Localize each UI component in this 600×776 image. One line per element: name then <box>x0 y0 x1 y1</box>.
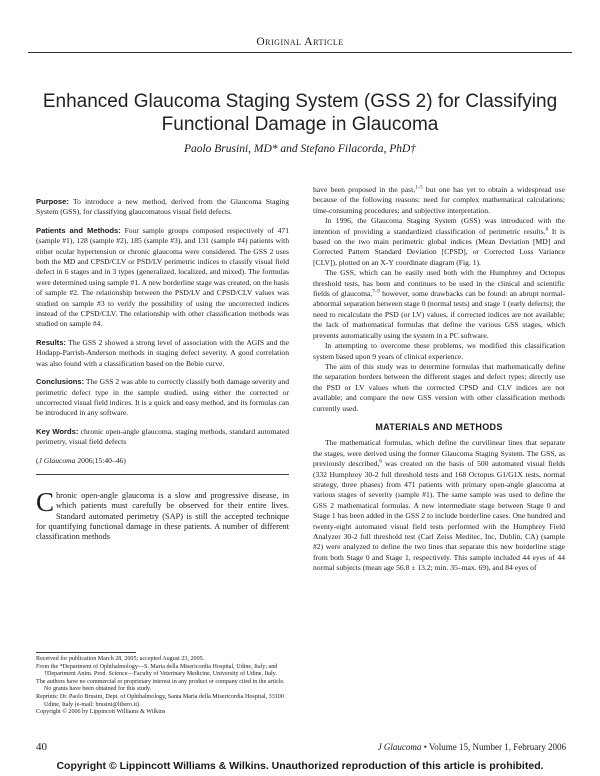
footnote-disclosure: The authors have no commercial or proprietary interest in any product or company cited in the article. No grants have been obtained for this study. <box>36 678 285 693</box>
text-run: have been proposed in the past, <box>313 185 416 194</box>
abstract-rule <box>36 474 289 475</box>
abstract-methods <box>36 226 289 330</box>
journal-name: J Glaucoma <box>377 742 422 752</box>
footnote-reprints: Reprints: Dr. Paolo Brusini, Dept. of Ophthalmology, Santa Maria della Misericordia Hospital, 33100 Udine, Italy (e-mail: brusini@libero.it). <box>36 693 284 708</box>
page-number: 40 <box>36 741 47 753</box>
footnote-rule <box>36 652 136 653</box>
text-run: The mathematical formulas, which define the curvilinear lines that separate the stages, were derived using the former Glaucoma Staging System. The GSS, as previously described, <box>313 438 565 469</box>
abstract-conclusions <box>36 377 289 419</box>
reference-superscript: 7–9 <box>372 289 380 295</box>
left-column <box>36 197 289 542</box>
section-heading: MATERIALS AND METHODS <box>375 421 503 432</box>
text-run: It is based on the two main perimetric global indices (Mean Deviation [MD] and Corrected Pattern Standard Deviation [CPSD], or Corrected Loss Variance [CLV]), plotted on an X-Y coordinate diagram (Fig. 1). <box>313 226 565 267</box>
citation-open: ( <box>36 455 39 465</box>
text-run: The GSS, which can be easily used both with the Humphrey and Octopus threshold tests, has been and continues to be used in the clinical and scientific fields of glaucoma, <box>313 268 565 299</box>
body-paragraph: The aim of this study was to determine formulas that mathematically define the separation borders between the different stages and defect types; directly use the PSD or LV values when the corrected CPSD and CLV indices are not available; and compare the new GSS version with other classification methods currently used. <box>313 361 565 413</box>
methods-label: Patients and Methods: <box>36 225 121 235</box>
footnote-affiliation: From the *Department of Ophthalmology—S. Maria della Misericordia Hospital, Udine, Italy; and †Department Anim. Prod. Science—Faculty of Veterinary Medicine, University of Udine, Italy. <box>36 663 278 678</box>
purpose-label: Purpose: <box>36 197 69 206</box>
body-paragraph: In attempting to overcome these problems, we modified this classification system based upon 9 years of clinical experience. <box>313 341 565 361</box>
text-run: was created on the basis of 500 automated visual fields (332 Humphrey 30-2 full threshold tests and 168 Octopus G1/G1X tests, normal strategy, three phases) from 471 patients with primary open-angle glaucoma at various stages of severity (sample #1). The same sample was used to define the GSS 2 mathematical formulas. A new intermediate stage between Stage 0 and Stage 1 has been added in the GSS 2 to include borderline cases. One hundred and twenty-eight automated visual field tests performed with the Humphrey Field Analyzer 30-2 full threshold test (Carl Zeiss Meditec, Inc, Dublin, CA) (sample #2) were analyzed to define the two lines that separate this new borderline stage from both Stage 0 and Stage 1, respectively. This sample included 44 eyes of 44 normal subjects (mean age 56.8 ± 13.2; min. 35–max. 69), and 84 eyes of <box>313 459 566 573</box>
abstract-keywords <box>36 427 289 448</box>
abstract <box>36 197 289 466</box>
keywords-text: chronic open-angle glaucoma, staging methods, standard automated perimetry, visual field defects <box>36 426 289 447</box>
body-paragraph <box>313 185 565 216</box>
conclusions-text: The GSS 2 was able to correctly classify both damage severity and perimetric defect type in the sample studied, using either the corrected or uncorrected visual field indices. It is a quick and easy method, and its formulas can be introduced in any software. <box>36 377 289 418</box>
keywords-label: Key Words: <box>36 426 79 436</box>
reference-superscript: 6 <box>545 227 549 233</box>
footnotes <box>36 652 289 717</box>
copyright-notice: Copyright © Lippincott Williams & Wilkins. Unauthorized reproduction of this article is prohibited. <box>56 760 544 772</box>
reference-superscript: 6 <box>379 459 382 465</box>
article-title: Enhanced Glaucoma Staging System (GSS 2) for Classifying Functional Damage in Glaucoma <box>42 91 558 135</box>
reference-superscript: 1–5 <box>415 185 423 191</box>
conclusions-label: Conclusions: <box>36 377 85 387</box>
top-rule <box>28 52 572 53</box>
results-text: The GSS 2 showed a strong level of association with the AGIS and the Hodapp-Parrish-Anderson methods in staging defect severity. A good correlation was also found with a classification based on the Bebie curve. <box>36 337 289 368</box>
body-paragraph <box>313 438 565 573</box>
results-label: Results: <box>36 337 66 347</box>
text-run: but one has yet to obtain a widespread use because of the following reasons: need for complex mathematical calculations; time-consuming procedures; and subjective interpretation. <box>313 185 565 215</box>
section-label: Original Article <box>256 36 344 48</box>
text-run: however, some drawbacks can be found: an abrupt normal-abnormal separation between stage 0 (normal tests) and stage 1 (early defects); the need to recalculate the PSD (or LV) values, if corrected indices are not available; the lack of mathematical formulas that define the various GSS stages, which prevents automatically using the system in a PC software. <box>313 289 565 340</box>
citation <box>36 456 289 466</box>
footnote-copyright: Copyright © 2006 by Lippincott Williams & Wilkins <box>36 709 166 716</box>
methods-text: Four sample groups composed respectively of 471 (sample #1), 128 (sample #2), 185 (sample #3), and 131 (sample #4) patients with either ocular hypertension or chronic glaucoma were considered. The GSS 2 uses both the MD and CPSD/CLV or PSD/LV perimetric indices to classify visual field defect in 6 stages and in 3 types (generalized, localized, and mixed). The formulas were determined using sample #1. A new borderline stage was created, on the basis of sample #2. The relationship between the PSD/LV and CPSD/CLV values was studied on sample #3 to verify the possibility of using the uncorrected indices instead of the CPSD/CLV. The relationship with other classification methods was studied on sample #4. <box>36 225 289 329</box>
footnote-received: Received for publication March 28, 2005; accepted August 23, 2005. <box>36 656 205 662</box>
body-paragraph <box>313 216 565 268</box>
intro-text: hronic open-angle glaucoma is a slow and progressive disease, in which patients must carefully be observed for their entire lives. Standard automated perimetry (SAP) is still the accepted technique for quantifying functional damage in these patients. A number of different classification methods <box>36 490 289 542</box>
abstract-results <box>36 338 289 369</box>
body-paragraph <box>313 268 565 341</box>
journal-reference <box>378 742 566 752</box>
article-authors: Paolo Brusini, MD* and Stefano Filacorda, PhD† <box>183 143 417 155</box>
right-column <box>313 185 565 574</box>
intro-paragraph <box>36 486 289 542</box>
citation-rest: 2006;15:40–46) <box>77 455 126 465</box>
text-run: In 1996, the Glaucoma Staging System (GSS) was introduced with the intention of providing a standardized classification of perimetric results. <box>313 216 565 236</box>
journal-issue: • Volume 15, Number 1, February 2006 <box>421 742 566 752</box>
purpose-text: To introduce a new method, derived from the Glaucoma Staging System (GSS), for classifying glaucomatous visual field defects. <box>36 197 289 217</box>
citation-journal: J Glaucoma <box>38 455 76 465</box>
abstract-purpose <box>36 197 289 218</box>
drop-cap: C <box>36 486 55 517</box>
